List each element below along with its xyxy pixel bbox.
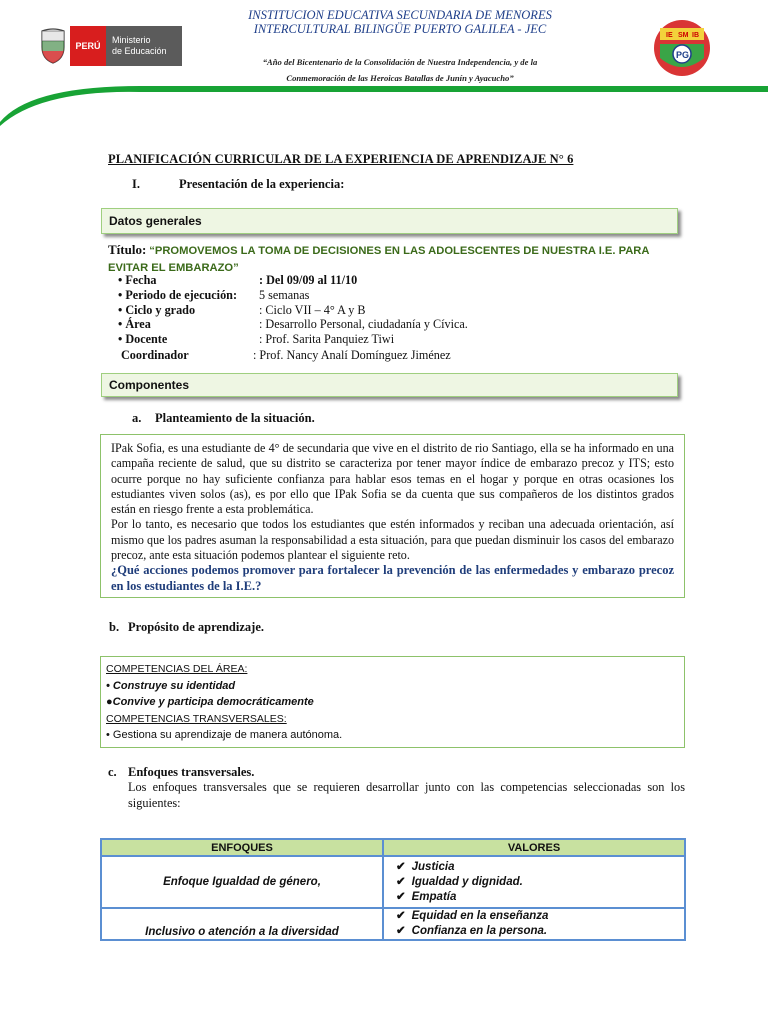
check-icon: ✔ [396, 875, 406, 888]
situacion-heading: a. Planteamiento de la situación. [132, 411, 315, 425]
logo-sm-text: SM [678, 32, 689, 39]
logo-ie-text: IE [666, 32, 673, 39]
check-icon: ✔ [396, 890, 406, 903]
table-header-row [101, 839, 685, 856]
competencia-item: ●Convive y participa democráticamente [106, 696, 314, 709]
datos-generales-header: Datos generales [101, 208, 678, 234]
enfoque-cell: Enfoque Igualdad de género, [101, 856, 383, 908]
situacion-box [100, 434, 685, 598]
table-row [101, 856, 685, 908]
institution-name: INSTITUCION EDUCATIVA SECUNDARIA DE MENORES INTERCULTURAL BILINGÜE PUERTO GALILEA - JEC [248, 8, 552, 36]
valores-cell: ✔ Equidad en la enseñanza ✔ Confianza en la persona. [383, 908, 685, 940]
challenge-question: ¿Qué acciones podemos promover para fortalecer la prevención de las enfermedades y embarazo precoz en los estudiantes de la I.E.? [111, 563, 674, 593]
competencias-area-label: COMPETENCIAS DEL ÁREA: [106, 663, 248, 675]
valores-cell: ✔ Justicia ✔ Igualdad y dignidad. ✔ Empatía [383, 856, 685, 908]
data-row-docente: • Docente : Prof. Sarita Panquiez Tiwi [118, 332, 395, 347]
section-1-heading: I. Presentación de la experiencia: [132, 177, 345, 191]
situacion-paragraph-1: IPak Sofia, es una estudiante de 4° de secundaria que vive en el distrito de rio Santiago, ella se ha informado en una campaña reciente de salud, que su distrito se caracteriza por tener mayor índice de embarazo precoz y ITS; esto ocurre porque no hay suficiente confianza para hablar esos temas en el hogar y porque en otras ocasiones los estudiantes viven solos (as), es por ello que IPak Sofia se da cuenta que sus compañeros de los distintos grados están en riesgo frente a esta problemática. [111, 441, 674, 517]
column-header-valores: VALORES [383, 839, 685, 856]
competencia-transversal-item: • Gestiona su aprendizaje de manera autónoma. [106, 729, 343, 742]
enfoques-intro: Los enfoques transversales que se requieren desarrollar junto con las competencias seleccionadas son los siguientes: [128, 780, 685, 810]
column-header-enfoques: ENFOQUES [101, 839, 383, 856]
enfoques-heading: c. Enfoques transversales. [108, 765, 255, 779]
general-data-list [118, 273, 468, 363]
header-swoosh [0, 70, 768, 130]
data-row-coordinador: Coordinador : Prof. Nancy Analí Domínguez Jiménez [121, 347, 451, 362]
table-row [101, 908, 685, 940]
ministry-label: Ministerio de Educación [106, 26, 182, 66]
competencia-item: • Construye su identidad [106, 679, 236, 692]
data-row-fecha: • Fecha : Del 09/09 al 11/10 [118, 273, 358, 287]
proposito-heading: b. Propósito de aprendizaje. [109, 620, 264, 634]
data-row-area: • Área : Desarrollo Personal, ciudadanía y Cívica. [118, 317, 468, 332]
check-icon: ✔ [396, 860, 406, 873]
competencias-box [100, 656, 685, 748]
componentes-header: Componentes [101, 373, 678, 397]
enfoque-cell: Inclusivo o atención a la diversidad [101, 908, 383, 940]
logo-pg-text: PG [676, 50, 690, 60]
check-icon: ✔ [396, 910, 406, 922]
competencias-transversales-label: COMPETENCIAS TRANSVERSALES: [106, 712, 287, 725]
check-icon: ✔ [396, 925, 406, 937]
logo-ib-text: IB [692, 32, 699, 39]
peru-label: PERÚ [70, 26, 106, 66]
data-row-periodo: • Periodo de ejecución: 5 semanas [118, 287, 310, 302]
situacion-paragraph-2: Por lo tanto, es necesario que todos los estudiantes que estén informados y reciban una adecuada orientación, así mismo que los padres asuman la responsabilidad a esta situación, para que puedan disminuir los casos del embarazo precoz, ante esta situación podemos plantear el siguiente reto. [111, 517, 674, 563]
school-logo [652, 18, 712, 78]
year-motto: “Año del Bicentenario de la Consolidación de Nuestra Independencia, y de la Conmemoración de las Heroicas Batallas de Junín y Ayacucho” [262, 57, 538, 83]
coat-of-arms-icon [38, 27, 68, 65]
experience-title: Título: “PROMOVEMOS LA TOMA DE DECISIONES EN LAS ADOLESCENTES DE NUESTRA I.E. PARA EVITAR EL EMBARAZO” [108, 242, 650, 274]
page-title: PLANIFICACIÓN CURRICULAR DE LA EXPERIENCIA DE APRENDIZAJE N° 6 [108, 152, 574, 166]
data-row-ciclo: • Ciclo y grado : Ciclo VII – 4° A y B [118, 302, 366, 317]
ministry-logo [38, 24, 184, 68]
enfoques-table [100, 838, 686, 941]
